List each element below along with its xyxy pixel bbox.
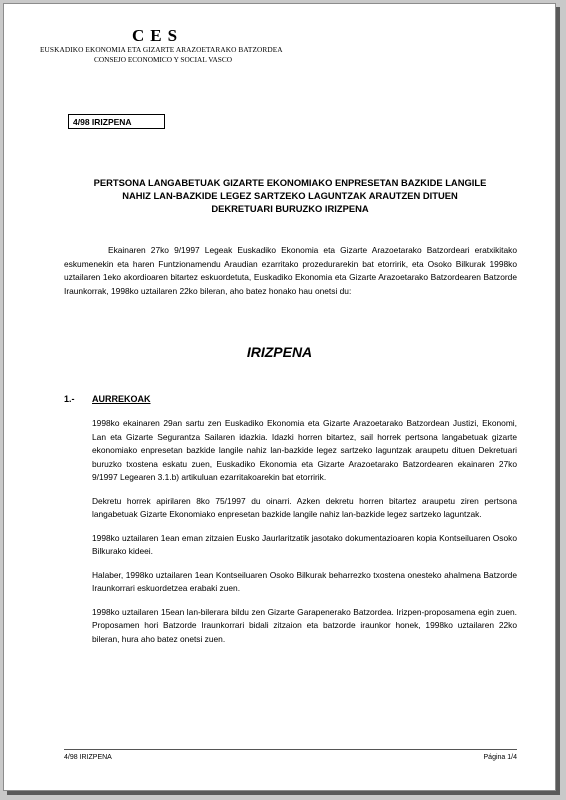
org-name-basque: EUSKADIKO EKONOMIA ETA GIZARTE ARAZOETARAKO BATZORDEA — [40, 45, 283, 54]
section-body — [92, 417, 517, 656]
document-page — [3, 3, 556, 791]
section-number: 1.- — [64, 394, 75, 404]
main-heading: IRIZPENA — [246, 344, 313, 360]
footer-divider — [64, 749, 517, 750]
footer-page-number: Página 1/4 — [483, 754, 517, 761]
body-paragraph: Dekretu horrek apirilaren 8ko 75/1997 du oinarri. Azken dekretu horren bitartez araupetu ziren pertsona langabetuak Gizarte Ekonomiako enpresetan bazkide langile nahiz lan-bazkide legez sartzeko laguntzak. — [92, 495, 517, 519]
intro-paragraph: Ekainaren 27ko 9/1997 Legeak Euskadiko Ekonomia eta Gizarte Arazoetarako Batzordeari eratxikitako eskumenekin eta haren Funtzionamendu Araudian ezarritako prozedurarekin bat etorririk, eta Osoko Bilkurak 1998ko uztailaren 1eko akordioaren bitartez eskuordetuta, Euskadiko Ekonomia eta Gizarte Arazoetarako Batzordearen Batzorde Iraunkorrak, 1998ko uztailaren 22ko bileran, aho batez honako hau onetsi du: — [64, 245, 517, 296]
body-paragraph: 1998ko uztailaren 1ean eman zitzaien Eusko Jaurlaritzatik jasotako dokumentazioaren kopia Kontseiluaren Osoko Bilkurako kideei. — [92, 532, 517, 556]
title-line: DEKRETUARI BURUZKO IRIZPENA — [211, 203, 369, 214]
org-name-spanish: CONSEJO ECONOMICO Y SOCIAL VASCO — [94, 55, 232, 64]
footer-document-code: 4/98 IRIZPENA — [64, 754, 112, 761]
body-paragraph: 1998ko uztailaren 15ean lan-bilerara bildu zen Gizarte Garapenerako Batzordea. Irizpen-proposamena egin zuen. Proposamen hori Batzorde Iraunkorrari bidali zitzaion eta batzorde iraunkor honek, 1998ko uztailaren 22ko bileran, hura aho batez onetsi zuen. — [92, 606, 517, 644]
body-paragraph: Halaber, 1998ko uztailaren 1ean Kontseiluaren Osoko Bilkurak beharrezko txostena onesteko ahalmena Batzorde Iraunkorrari eskuordetzea erabaki zuen. — [92, 569, 517, 593]
body-paragraph: 1998ko ekainaren 29an sartu zen Euskadiko Ekonomia eta Gizarte Arazoetarako Batzordean Justizi, Ekonomi, Lan eta Gizarte Segurantza Sailaren idazkia. Idazki horren bitartez, sail horrek pertsona langabetuak gizarte ekonomiako enpresetan bazkide langile nahiz lan-bazkide legez sartzeko laguntzak araupetu dituen Dekretuari buruzko txostena eskatu zuen, Euskadiko Ekonomia eta Gizarte Arazoetarako Batzordearen ekainaren 27ko 9/1997 Legearen 3.1.b) artikuluan ezarritakoarekin bat etorririk. — [92, 418, 517, 482]
document-title — [68, 176, 512, 215]
logo-mark: CES — [132, 26, 184, 45]
title-line: NAHIZ LAN-BAZKIDE LEGEZ SARTZEKO LAGUNTZAK ARAUTZEN DITUEN — [122, 190, 458, 201]
title-line: PERTSONA LANGABETUAK GIZARTE EKONOMIAKO ENPRESETAN BAZKIDE LANGILE — [93, 177, 487, 188]
document-code-box: 4/98 IRIZPENA — [68, 114, 165, 129]
section-title: AURREKOAK — [92, 394, 151, 404]
